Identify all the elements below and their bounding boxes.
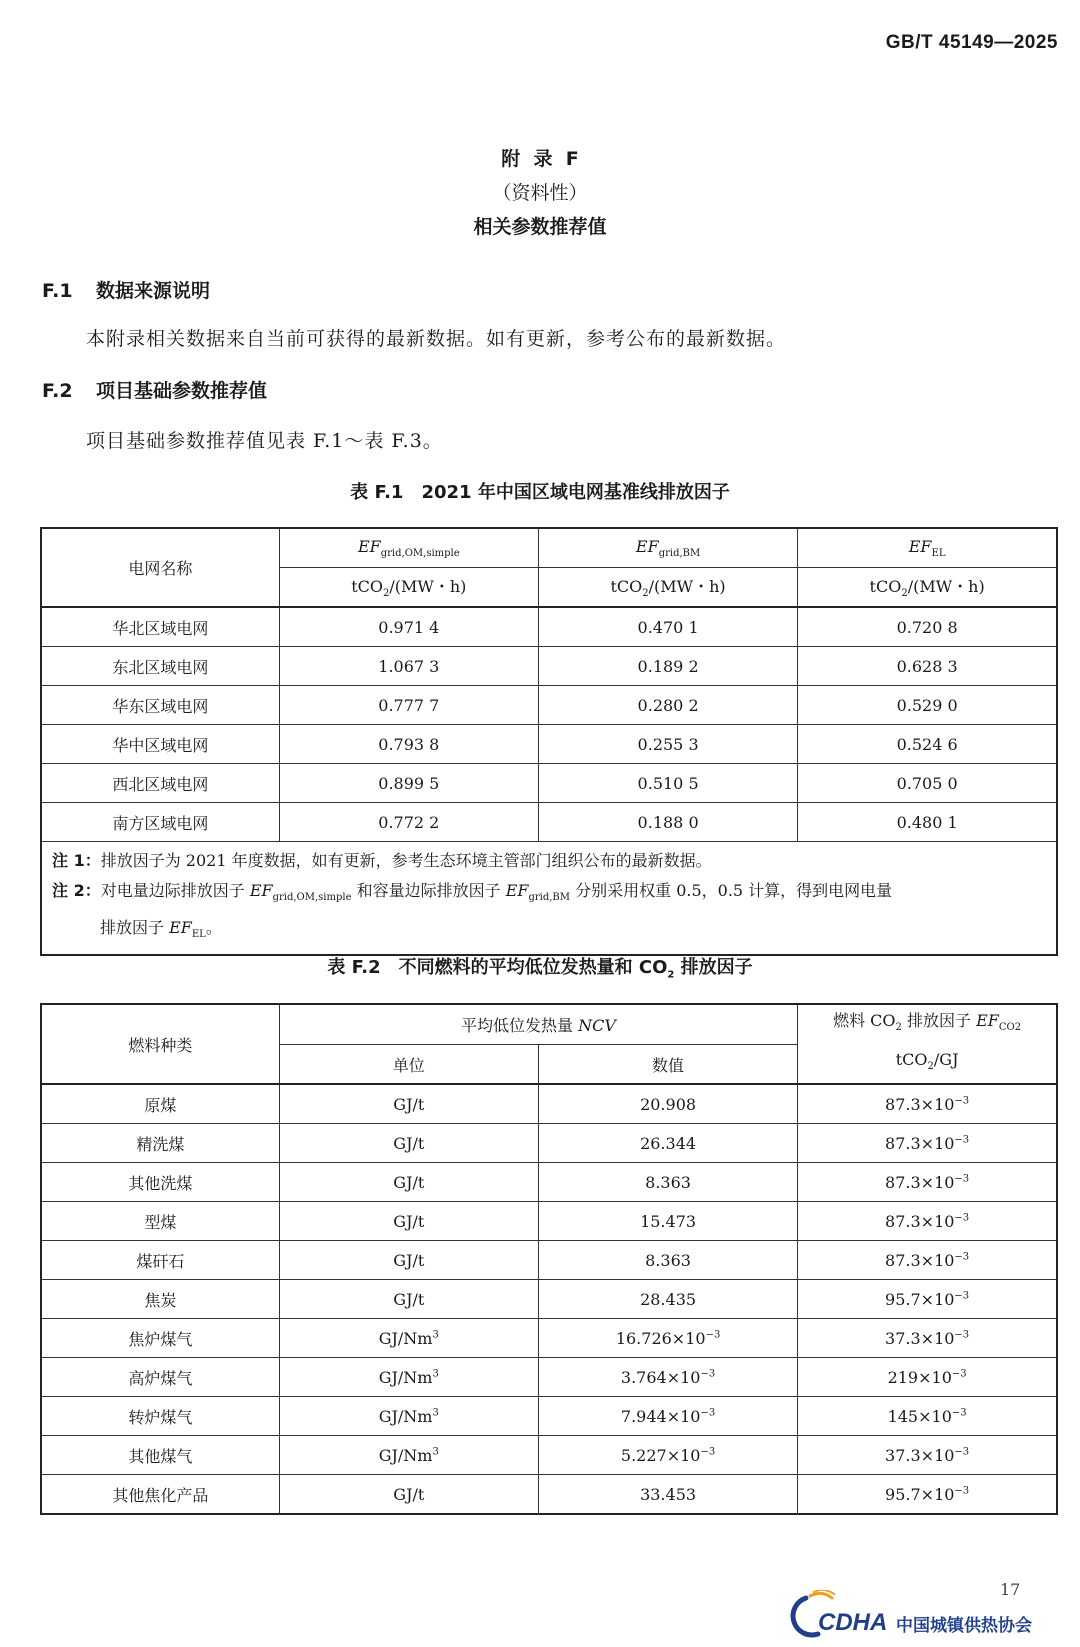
table-row	[41, 1475, 1057, 1515]
grid-name: 华东区域电网	[41, 686, 279, 725]
header-ef-co2: 燃料 $CO_2$ 排放因子 $EF_{CO2}$ tCO$_2$/GJ	[798, 1004, 1057, 1084]
standard-number: GB/T 45149—2025	[885, 32, 1058, 53]
table-row	[41, 1397, 1057, 1436]
ef-bm-value: 0.280 2	[538, 686, 797, 725]
fuel-name: 精洗煤	[41, 1124, 279, 1163]
ncv-value: 20.908	[538, 1084, 797, 1124]
ef-el-value: 0.524 6	[798, 725, 1057, 764]
fuel-unit: GJ/t	[279, 1475, 538, 1515]
ef-el-value: 0.705 0	[798, 764, 1057, 803]
ncv-value: $16.726\times 10^{-3}$	[538, 1319, 797, 1358]
fuel-unit: GJ/Nm$^3$	[279, 1319, 538, 1358]
ef-om-value: 1.067 3	[279, 647, 538, 686]
section-title: 项目基础参数推荐值	[96, 380, 268, 402]
header-ncv: 平均低位发热量 NCV	[279, 1004, 798, 1044]
ef-el-value: 0.720 8	[798, 607, 1057, 647]
page-number: 17	[1000, 1580, 1021, 1599]
ef-bm-value: 0.510 5	[538, 764, 797, 803]
ef-value: $87.3\times 10^{-3}$	[798, 1084, 1057, 1124]
table-row	[41, 1280, 1057, 1319]
ncv-value: 33.453	[538, 1475, 797, 1515]
appendix-heading	[0, 142, 1080, 244]
ncv-value: $7.944\times 10^{-3}$	[538, 1397, 797, 1436]
fuel-unit: GJ/Nm$^3$	[279, 1436, 538, 1475]
ef-om-value: 0.777 7	[279, 686, 538, 725]
fuel-name: 焦炭	[41, 1280, 279, 1319]
section-number: F.1	[42, 280, 73, 302]
ncv-value: 26.344	[538, 1124, 797, 1163]
ef-el-value: 0.529 0	[798, 686, 1057, 725]
ncv-value: 8.363	[538, 1163, 797, 1202]
fuel-unit: GJ/t	[279, 1163, 538, 1202]
ef-value: $87.3\times 10^{-3}$	[798, 1241, 1057, 1280]
section-number: F.2	[42, 380, 73, 402]
ef-bm-value: 0.188 0	[538, 803, 797, 842]
fuel-unit: GJ/t	[279, 1202, 538, 1241]
table-row	[41, 686, 1057, 725]
table-notes	[41, 842, 1057, 956]
grid-name: 华中区域电网	[41, 725, 279, 764]
fuel-unit: GJ/t	[279, 1280, 538, 1319]
ef-bm-value: 0.255 3	[538, 725, 797, 764]
table-f2	[40, 1003, 1058, 1515]
table-row	[41, 1084, 1057, 1124]
ef-value: $37.3\times 10^{-3}$	[798, 1436, 1057, 1475]
table-row	[41, 647, 1057, 686]
ef-el-value: 0.480 1	[798, 803, 1057, 842]
section-f1-heading	[42, 276, 210, 303]
table-row	[41, 607, 1057, 647]
fuel-unit: GJ/t	[279, 1124, 538, 1163]
fuel-unit: GJ/Nm$^3$	[279, 1358, 538, 1397]
appendix-nature: （资料性）	[492, 182, 588, 204]
fuel-unit: GJ/Nm$^3$	[279, 1397, 538, 1436]
ncv-value: 15.473	[538, 1202, 797, 1241]
grid-name: 东北区域电网	[41, 647, 279, 686]
fuel-name: 高炉煤气	[41, 1358, 279, 1397]
unit-cell: tCO$_2$/(MW・h)	[538, 568, 797, 608]
appendix-subtitle: 相关参数推荐值	[473, 216, 607, 238]
ef-value: $219\times 10^{-3}$	[798, 1358, 1057, 1397]
header-ef-el: $EF_{EL}$	[798, 528, 1057, 568]
table-row	[41, 803, 1057, 842]
fuel-unit: GJ/t	[279, 1241, 538, 1280]
fuel-name: 焦炉煤气	[41, 1319, 279, 1358]
fuel-name: 原煤	[41, 1084, 279, 1124]
appendix-title: 附 录 F	[501, 148, 579, 170]
ef-el-value: 0.628 3	[798, 647, 1057, 686]
svg-text:CDHA: CDHA	[818, 1609, 888, 1636]
ef-om-value: 0.971 4	[279, 607, 538, 647]
fuel-unit: GJ/t	[279, 1084, 538, 1124]
header-grid-name: 电网名称	[41, 528, 279, 607]
section-f2-heading	[42, 376, 267, 403]
fuel-name: 其他洗煤	[41, 1163, 279, 1202]
fuel-name: 其他焦化产品	[41, 1475, 279, 1515]
unit-cell: tCO$_2$/(MW・h)	[798, 568, 1057, 608]
ef-om-value: 0.793 8	[279, 725, 538, 764]
table-row	[41, 1163, 1057, 1202]
table-row	[41, 1358, 1057, 1397]
ncv-value: $3.764\times 10^{-3}$	[538, 1358, 797, 1397]
table-row	[41, 725, 1057, 764]
header-unit: 单位	[279, 1044, 538, 1084]
header-ef-bm: $EF_{grid,BM}$	[538, 528, 797, 568]
header-value: 数值	[538, 1044, 797, 1084]
ef-bm-value: 0.470 1	[538, 607, 797, 647]
ef-value: $95.7\times 10^{-3}$	[798, 1280, 1057, 1319]
fuel-name: 转炉煤气	[41, 1397, 279, 1436]
table-row	[41, 1124, 1057, 1163]
ef-bm-value: 0.189 2	[538, 647, 797, 686]
table-header-row	[41, 1004, 1057, 1044]
ef-value: $87.3\times 10^{-3}$	[798, 1124, 1057, 1163]
fuel-name: 煤矸石	[41, 1241, 279, 1280]
header-fuel-type: 燃料种类	[41, 1004, 279, 1084]
table-notes-row	[41, 842, 1057, 956]
table-row	[41, 1319, 1057, 1358]
grid-name: 南方区域电网	[41, 803, 279, 842]
section-f1-text: 本附录相关数据来自当前可获得的最新数据。如有更新，参考公布的最新数据。	[86, 328, 787, 350]
ef-value: $87.3\times 10^{-3}$	[798, 1163, 1057, 1202]
ef-value: $87.3\times 10^{-3}$	[798, 1202, 1057, 1241]
ncv-value: 28.435	[538, 1280, 797, 1319]
fuel-name: 其他煤气	[41, 1436, 279, 1475]
header-ef-om: $EF_{grid,OM,simple}$	[279, 528, 538, 568]
logo-organization-name: 中国城镇供热协会	[896, 1616, 1032, 1636]
grid-name: 华北区域电网	[41, 607, 279, 647]
table-row	[41, 1241, 1057, 1280]
ef-value: $37.3\times 10^{-3}$	[798, 1319, 1057, 1358]
note-2: 注 2：对电量边际排放因子 $EF_{grid,OM,simple}$ 和容量边际排放因子 $EF_{grid,BM}$ 分别采用权重 0.5，0.5 计算，得到电网电量 排放因子 $EF_{EL}$。	[52, 881, 893, 941]
section-f2-text: 项目基础参数推荐值见表 F.1～表 F.3。	[86, 430, 443, 452]
fuel-name: 型煤	[41, 1202, 279, 1241]
table-row	[41, 1202, 1057, 1241]
ef-value: $95.7\times 10^{-3}$	[798, 1475, 1057, 1515]
note-1: 注 1：排放因子为 2021 年度数据，如有更新，参考生态环境主管部门组织公布的最新数据。	[52, 851, 712, 870]
table-row	[41, 764, 1057, 803]
section-title: 数据来源说明	[96, 280, 211, 302]
ef-om-value: 0.772 2	[279, 803, 538, 842]
ncv-value: 8.363	[538, 1241, 797, 1280]
table-f2-caption: 表 F.2 不同燃料的平均低位发热量和 $CO_2$ 排放因子	[327, 957, 753, 981]
ef-value: $145\times 10^{-3}$	[798, 1397, 1057, 1436]
ncv-value: $5.227\times 10^{-3}$	[538, 1436, 797, 1475]
table-f1	[40, 527, 1058, 956]
unit-cell: tCO$_2$/(MW・h)	[279, 568, 538, 608]
grid-name: 西北区域电网	[41, 764, 279, 803]
table-header-row	[41, 528, 1057, 568]
ef-om-value: 0.899 5	[279, 764, 538, 803]
table-row	[41, 1436, 1057, 1475]
table-f1-caption: 表 F.1 2021 年中国区域电网基准线排放因子	[350, 482, 730, 503]
